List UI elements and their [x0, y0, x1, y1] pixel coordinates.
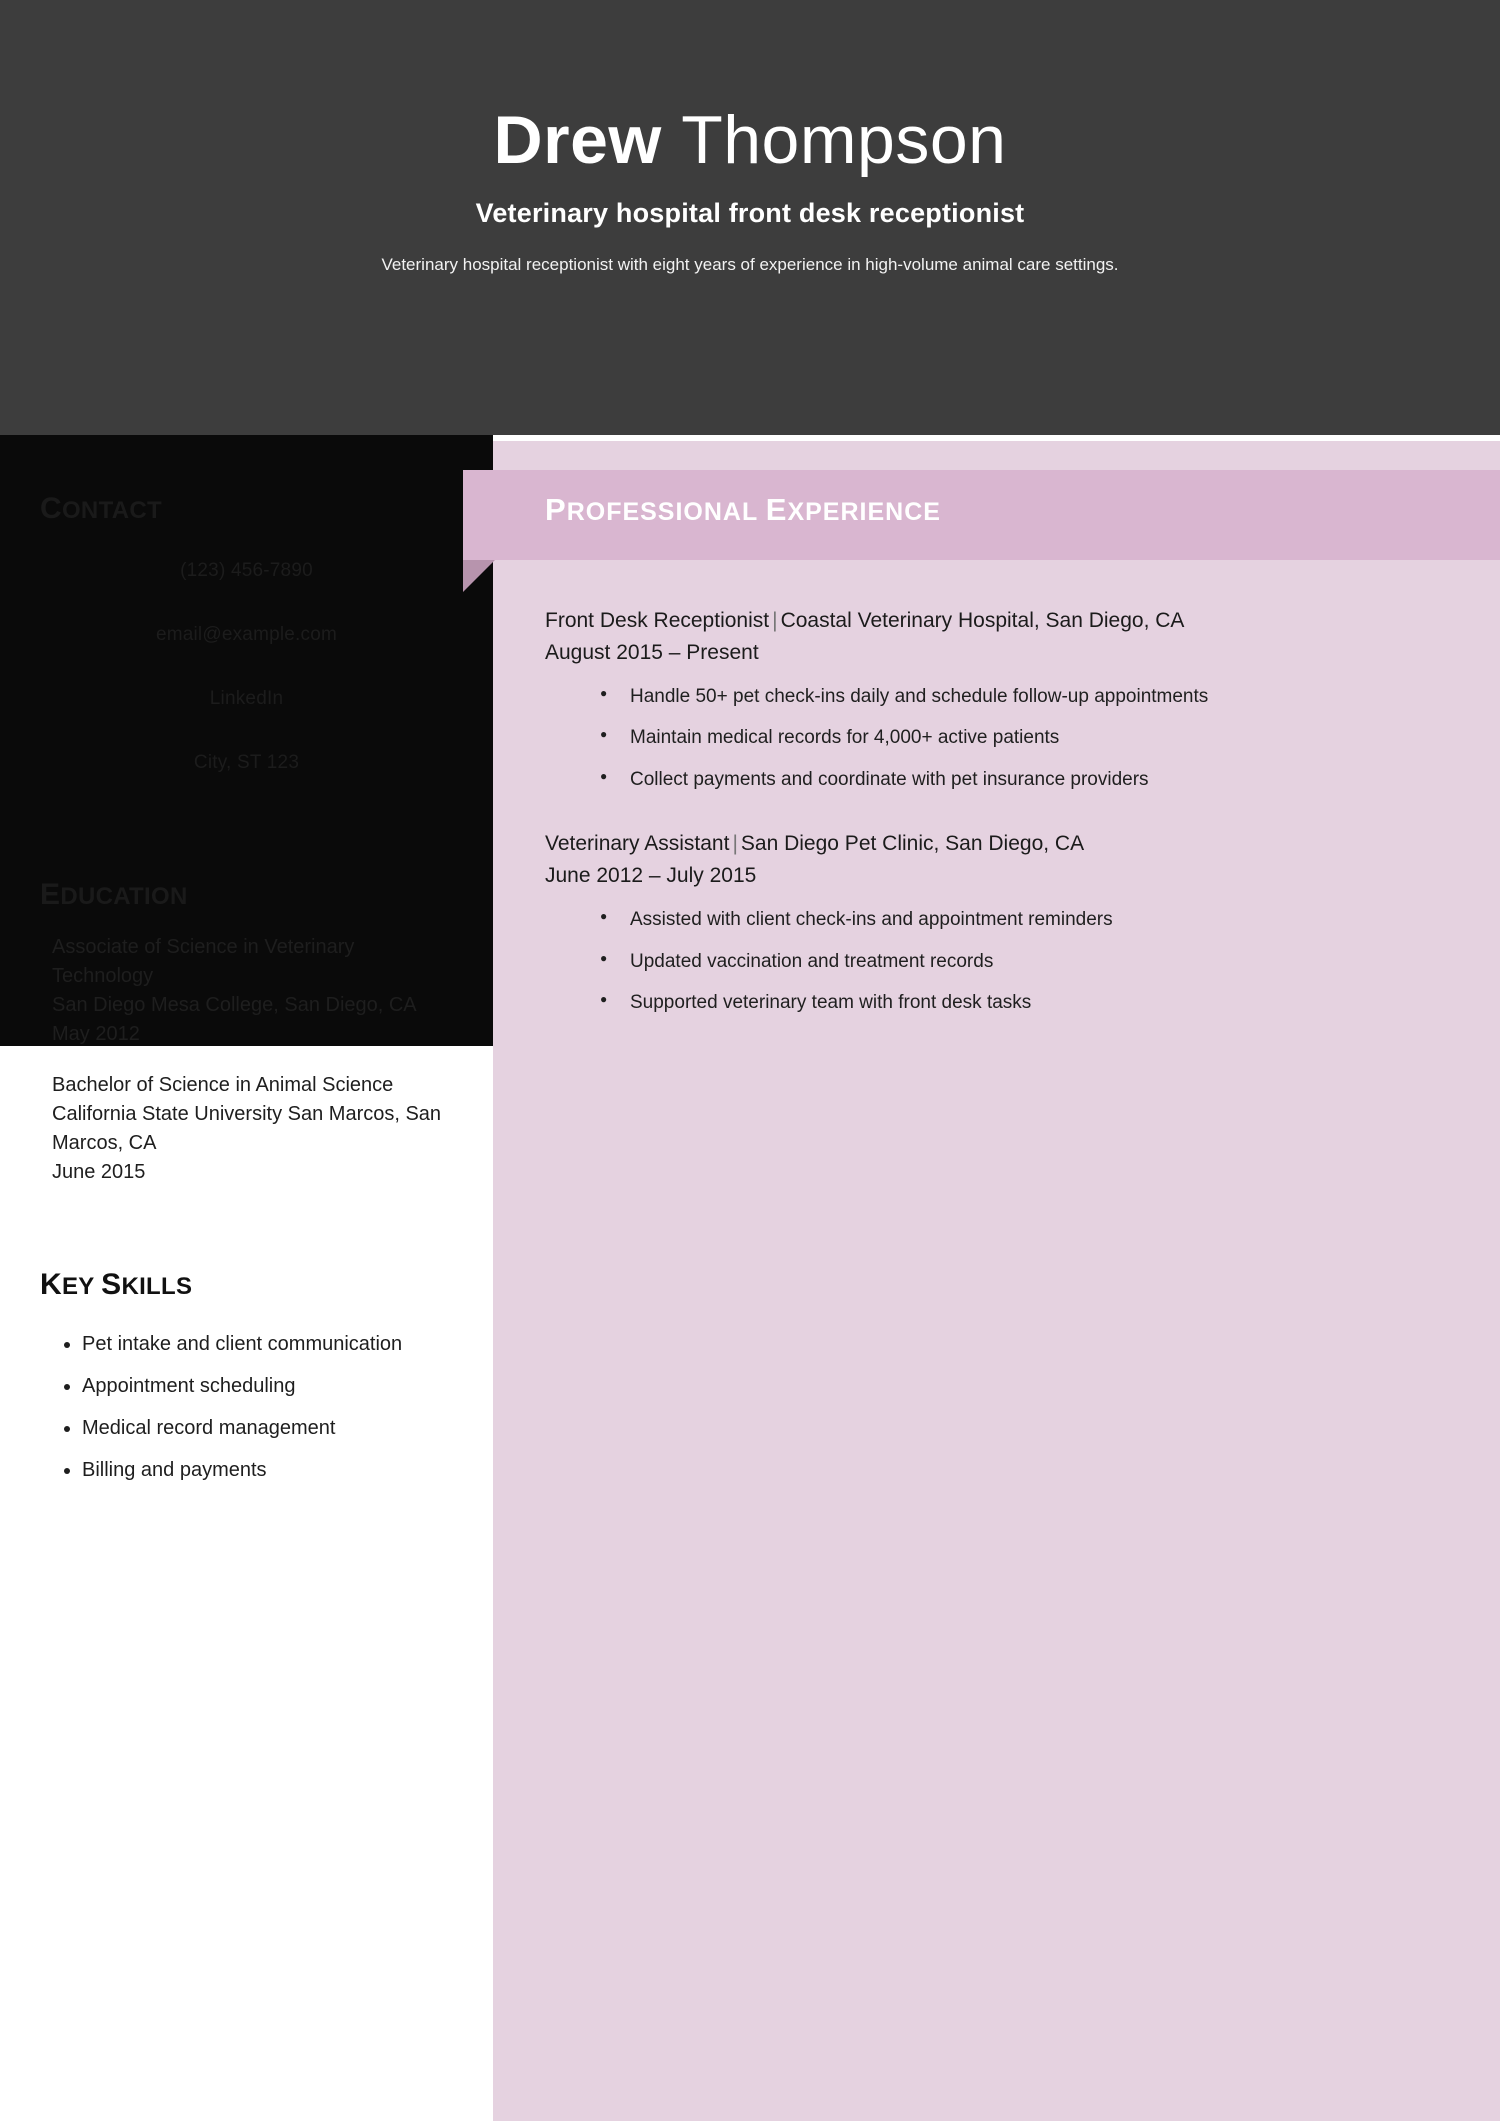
job-separator: |: [732, 832, 738, 856]
candidate-job-title: Veterinary hospital front desk receptionist: [475, 198, 1025, 229]
resume-header: [0, 0, 1500, 435]
experience-item: [545, 605, 1445, 794]
education-heading-rest: DUCATION: [60, 883, 188, 910]
contact-list: [0, 560, 493, 816]
key-skills-heading-rest2: KILLS: [121, 1273, 193, 1300]
key-skills-list: [52, 1330, 482, 1498]
experience-heading-rest: ROFESSIONAL: [566, 498, 766, 526]
job-dates: June 2012 – July 2015: [545, 863, 757, 887]
contact-linkedin[interactable]: LinkedIn: [209, 688, 284, 709]
list-item: ● Assisted with client check-ins and appointment reminders: [630, 905, 1445, 934]
experience-item: [545, 828, 1445, 1017]
education-heading: [40, 878, 188, 912]
experience-heading: [545, 492, 941, 528]
education-degree: Bachelor of Science in Animal Science: [52, 1074, 394, 1096]
job-bullets: [545, 905, 1445, 1017]
job-company: Coastal Veterinary Hospital, San Diego, CA: [780, 609, 1185, 632]
job-header: [545, 605, 1445, 637]
candidate-last-name: Thompson: [681, 102, 1007, 178]
list-item: ● Maintain medical records for 4,000+ active patients: [630, 723, 1445, 752]
education-school: San Diego Mesa College, San Diego, CA: [52, 994, 417, 1016]
education-item: [52, 933, 452, 1049]
experience-banner: [463, 470, 1500, 560]
candidate-summary: Veterinary hospital receptionist with eight years of experience in high-volume animal care settings.: [381, 255, 1119, 275]
education-item: [52, 1071, 452, 1187]
education-date: June 2015: [52, 1161, 146, 1183]
experience-heading-cap: P: [545, 492, 567, 527]
job-separator: |: [772, 609, 778, 632]
contact-heading: [40, 492, 162, 526]
experience-heading-cap2: E: [765, 492, 788, 527]
list-item: • Pet intake and client communication: [82, 1330, 482, 1358]
list-item: ● Collect payments and coordinate with pet insurance providers: [630, 765, 1445, 794]
key-skills-heading-cap: K: [40, 1268, 62, 1301]
banner-fold-decoration: [463, 560, 495, 592]
contact-heading-rest: ONTACT: [61, 497, 162, 524]
list-item: ● Handle 50+ pet check-ins daily and schedule follow-up appointments: [630, 682, 1445, 711]
education-degree: Associate of Science in Veterinary Technology: [52, 936, 355, 987]
list-item: ● Updated vaccination and treatment records: [630, 947, 1445, 976]
job-company: San Diego Pet Clinic, San Diego, CA: [740, 832, 1085, 856]
education-heading-cap: E: [40, 878, 61, 911]
candidate-name: [0, 102, 1500, 178]
key-skills-heading: [40, 1268, 192, 1302]
education-date: May 2012: [52, 1023, 140, 1045]
list-item: • Appointment scheduling: [82, 1372, 482, 1400]
job-title: Veterinary Assistant: [545, 832, 730, 856]
job-bullets: [545, 682, 1445, 794]
list-item: • Medical record management: [82, 1414, 482, 1442]
experience-list: [545, 605, 1445, 1052]
sidebar-content: [0, 435, 493, 2121]
experience-heading-rest2: XPERIENCE: [787, 498, 941, 526]
job-dates: August 2015 – Present: [545, 640, 759, 664]
job-title: Front Desk Receptionist: [545, 609, 770, 632]
education-list: [52, 933, 452, 1209]
contact-location: City, ST 123: [193, 752, 300, 773]
job-header: [545, 828, 1445, 860]
list-item: • Billing and payments: [82, 1456, 482, 1484]
key-skills-heading-rest: EY: [61, 1273, 102, 1300]
education-school: California State University San Marcos, San Marcos, CA: [52, 1103, 442, 1154]
contact-phone[interactable]: (123) 456-7890: [180, 560, 313, 581]
candidate-first-name: Drew: [493, 102, 662, 178]
list-item: ● Supported veterinary team with front desk tasks: [630, 988, 1445, 1017]
contact-heading-cap: C: [40, 492, 62, 525]
key-skills-heading-cap2: S: [101, 1268, 122, 1301]
contact-email[interactable]: email@example.com: [155, 624, 338, 645]
